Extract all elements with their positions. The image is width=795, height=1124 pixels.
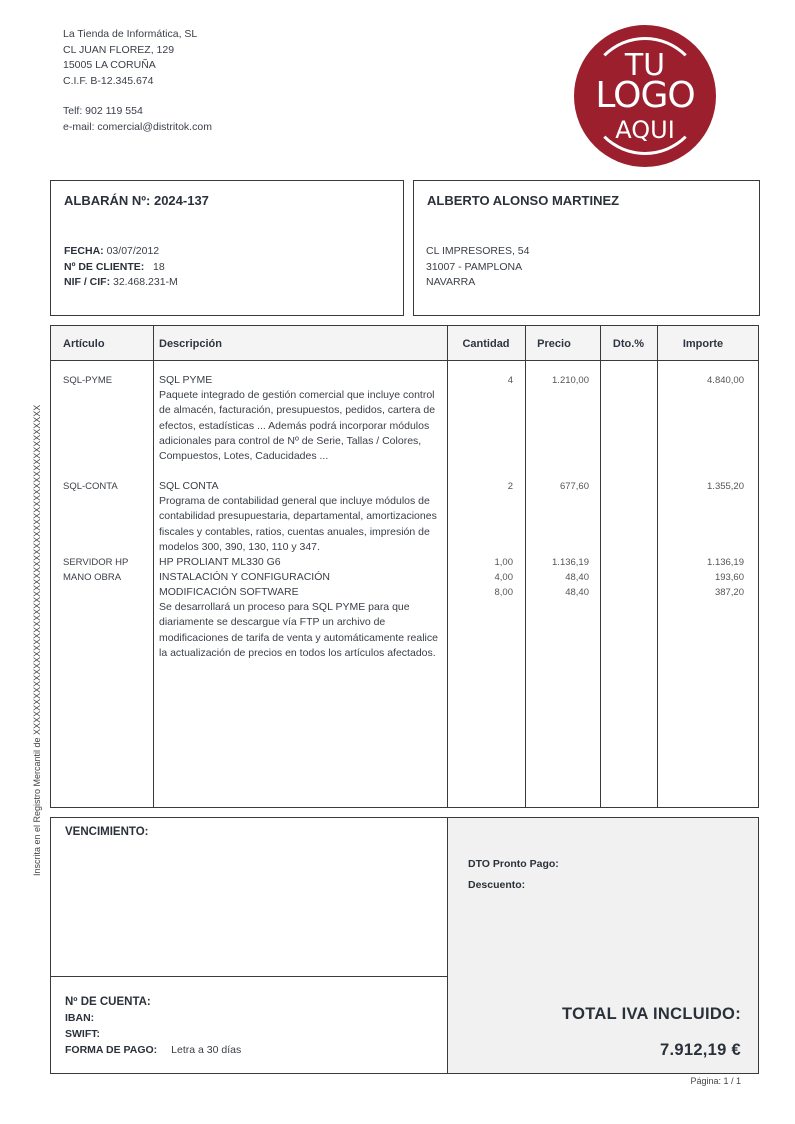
client-name: ALBERTO ALONSO MARTINEZ	[427, 193, 620, 208]
dto-pronto-pago-label: DTO Pronto Pago:	[468, 858, 559, 870]
header-dto: Dto.%	[612, 338, 645, 350]
row-description: INSTALACIÓN Y CONFIGURACIÓN	[159, 571, 330, 583]
document-info-box	[50, 180, 404, 316]
company-info	[63, 27, 212, 135]
row-quantity: 4	[507, 375, 513, 386]
logo-text-2: LOGO	[595, 75, 695, 116]
logo-text-1: TU	[624, 48, 666, 83]
company-phone: Telf: 902 119 554	[63, 105, 143, 117]
forma-pago-label: FORMA DE PAGO:	[65, 1044, 158, 1056]
client-address-2: 31007 - PAMPLONA	[426, 260, 523, 273]
cuenta-label: Nº DE CUENTA:	[65, 996, 151, 1008]
forma-pago-field	[65, 1042, 241, 1058]
row-article: SQL-PYME	[63, 375, 113, 386]
row-description: HP PROLIANT ML330 G6	[159, 556, 281, 568]
row-amount: 193,60	[714, 572, 744, 583]
row-description: MODIFICACIÓN SOFTWARE Se desarrollará un proceso para SQL PYME para que diariamente se descargue vía FTP un archivo de modificaciones de tarifa de venta y automáticamente realice la actualización de precios en todos los artículos afectados.	[159, 586, 438, 659]
row-quantity: 8,00	[494, 587, 513, 598]
nif-value: 32.468.231-M	[113, 276, 178, 288]
vencimiento-label: VENCIMIENTO:	[65, 826, 149, 838]
totals-section	[50, 817, 759, 1074]
header-importe: Importe	[682, 338, 724, 350]
total-label: TOTAL IVA INCLUIDO:	[562, 1005, 741, 1023]
descuento-label: Descuento:	[468, 879, 526, 891]
company-email: e-mail: comercial@distritok.com	[63, 120, 212, 133]
company-name: La Tienda de Informática, SL	[63, 28, 198, 40]
row-amount: 1.355,20	[707, 481, 744, 492]
row-amount: 4.840,00	[707, 375, 744, 386]
client-address-3: NAVARRA	[426, 276, 476, 288]
header-precio: Precio	[537, 338, 571, 350]
iban-label: IBAN:	[65, 1012, 95, 1024]
logo-text-3: AQUI	[615, 116, 675, 144]
row-description: SQL PYME Paquete integrado de gestión comercial que incluye control de almacén, facturación, presupuestos, pedidos, cartera de efectos, estadísticas ... Además podrá incorporar módulos adicionales para control de Nº de Serie, Tallas / Colores, Compuestos, Lotes, Caducidades ...	[159, 374, 436, 463]
cliente-field: Nº DE CLIENTE: 18	[64, 260, 165, 273]
document-title: ALBARÁN Nº: 2024-137	[64, 193, 209, 208]
row-price: 48,40	[565, 587, 589, 598]
payment-box	[51, 977, 447, 1074]
row-amount: 387,20	[714, 587, 744, 598]
company-address: CL JUAN FLOREZ, 129	[63, 43, 175, 56]
company-logo	[574, 25, 716, 167]
cliente-value: 18	[153, 260, 165, 273]
row-description: SQL CONTA Programa de contabilidad general que incluye módulos de contabilidad presupuestaria, departamental, amortizaciones fiscales y contables, ratios, cuentas anuales, impresión de modelos 300, 390, 130, 110 y 347.	[159, 480, 437, 553]
row-quantity: 4,00	[494, 572, 513, 583]
company-cif: C.I.F. B-12.345.674	[63, 74, 154, 87]
row-quantity: 1,00	[494, 557, 513, 568]
row-price: 677,60	[559, 481, 589, 492]
company-city: 15005 LA CORUÑA	[63, 59, 156, 71]
total-value: 7.912,19 €	[660, 1041, 741, 1059]
row-price: 48,40	[565, 572, 589, 583]
vencimiento-box	[51, 818, 447, 977]
forma-pago-value: Letra a 30 días	[171, 1044, 242, 1056]
total-box	[447, 818, 758, 1073]
fecha-field: FECHA: 03/07/2012	[64, 245, 160, 257]
row-article: SERVIDOR HP	[63, 557, 129, 568]
row-amount: 1.136,19	[707, 557, 744, 568]
page-number: Página: 1 / 1	[690, 1076, 741, 1086]
header-descripcion: Descripción	[159, 338, 222, 350]
row-quantity: 2	[507, 481, 513, 492]
nif-field: NIF / CIF: 32.468.231-M	[64, 276, 178, 288]
registry-note: Inscrita en el Registro Mercantil de XXXXXXXXXXXXXXXXXXXXXXXXXXXXXXXXXXXXXXXXXXXXXXXXXXXXXXX	[32, 404, 42, 876]
row-price: 1.210,00	[552, 375, 589, 386]
client-address-1: CL IMPRESORES, 54	[426, 245, 530, 257]
row-article: MANO OBRA	[63, 572, 122, 583]
swift-label: SWIFT:	[65, 1028, 100, 1040]
client-info-box	[413, 180, 760, 316]
items-table	[50, 325, 759, 808]
row-price: 1.136,19	[552, 557, 589, 568]
header-cantidad: Cantidad	[462, 338, 510, 350]
header-articulo: Artículo	[63, 338, 105, 350]
fecha-value: 03/07/2012	[106, 245, 160, 257]
row-article: SQL-CONTA	[63, 481, 118, 492]
